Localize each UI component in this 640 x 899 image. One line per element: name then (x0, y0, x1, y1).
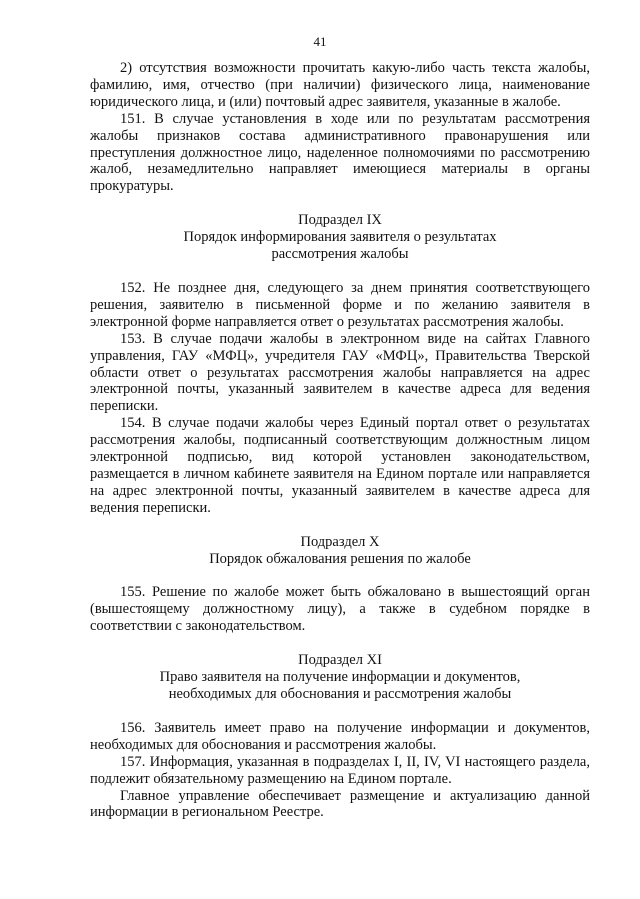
subsection-number: Подраздел X (300, 533, 380, 550)
spacer (90, 517, 590, 534)
paragraph: 155. Решение по жалобе может быть обжаловано в вышестоящий орган (вышестоящему должностному лицу), а также в судебном порядке в соответствии с законодательством. (90, 584, 590, 635)
document-body (90, 60, 590, 821)
subsection-heading (90, 212, 590, 263)
subsection-title-line: Порядок информирования заявителя о результатах (183, 229, 497, 246)
subsection-title-line: Право заявителя на получение информации и документов, (159, 669, 521, 686)
paragraph: 153. В случае подачи жалобы в электронном виде на сайтах Главного управления, ГАУ «МФЦ», учредителя ГАУ «МФЦ», Правительства Тверской области ответ о результатах рассмотрения жалобы направляется на адрес электронной почты, указанный заявителем в качестве адреса для ведения переписки. (90, 330, 590, 415)
subsection-number: Подраздел IX (298, 212, 382, 229)
paragraph: 151. В случае установления в ходе или по результатам рассмотрения жалобы признаков состава административного правонарушения или преступления должностное лицо, наделенное полномочиями по рассмотрению жалоб, незамедлительно направляет имеющиеся материалы в органы прокуратуры. (90, 110, 590, 195)
page-number: 41 (313, 34, 327, 49)
paragraph: 152. Не позднее дня, следующего за днем принятия соответствующего решения, заявителю в письменной форме и по желанию заявителя в электронной форме направляется ответ о результатах рассмотрения жалобы. (90, 279, 590, 330)
subsection-heading (90, 652, 590, 703)
spacer (90, 635, 590, 652)
spacer (90, 263, 590, 280)
subsection-title-line: Порядок обжалования решения по жалобе (209, 550, 471, 567)
paragraph: 2) отсутствия возможности прочитать какую-либо часть текста жалобы, фамилию, имя, отчество (при наличии) физического лица, наименование юридического лица, и (или) почтовый адрес заявителя, указанные в жалобе. (90, 60, 590, 110)
spacer (90, 703, 590, 720)
paragraph: 154. В случае подачи жалобы через Единый портал ответ о результатах рассмотрения жалобы, подписанный соответствующим должностным лицом электронной подписью, вид которой установлен законодательством, размещается в личном кабинете заявителя на Едином портале или направляется на адрес электронной почты, указанный заявителем в качестве адреса для ведения переписки. (90, 415, 590, 516)
spacer (90, 195, 590, 212)
subsection-title-line: рассмотрения жалобы (271, 246, 409, 263)
paragraph: 156. Заявитель имеет право на получение информации и документов, необходимых для обоснования и рассмотрения жалобы. (90, 719, 590, 753)
subsection-number: Подраздел XI (298, 652, 382, 669)
paragraph: 157. Информация, указанная в подразделах I, II, IV, VI настоящего раздела, подлежит обязательному размещению на Едином портале. (90, 753, 590, 787)
subsection-title-line: необходимых для обоснования и рассмотрения жалобы (168, 686, 512, 702)
subsection-heading (90, 534, 590, 568)
spacer (90, 567, 590, 584)
paragraph: Главное управление обеспечивает размещение и актуализацию данной информации в региональном Реестре. (90, 787, 590, 821)
